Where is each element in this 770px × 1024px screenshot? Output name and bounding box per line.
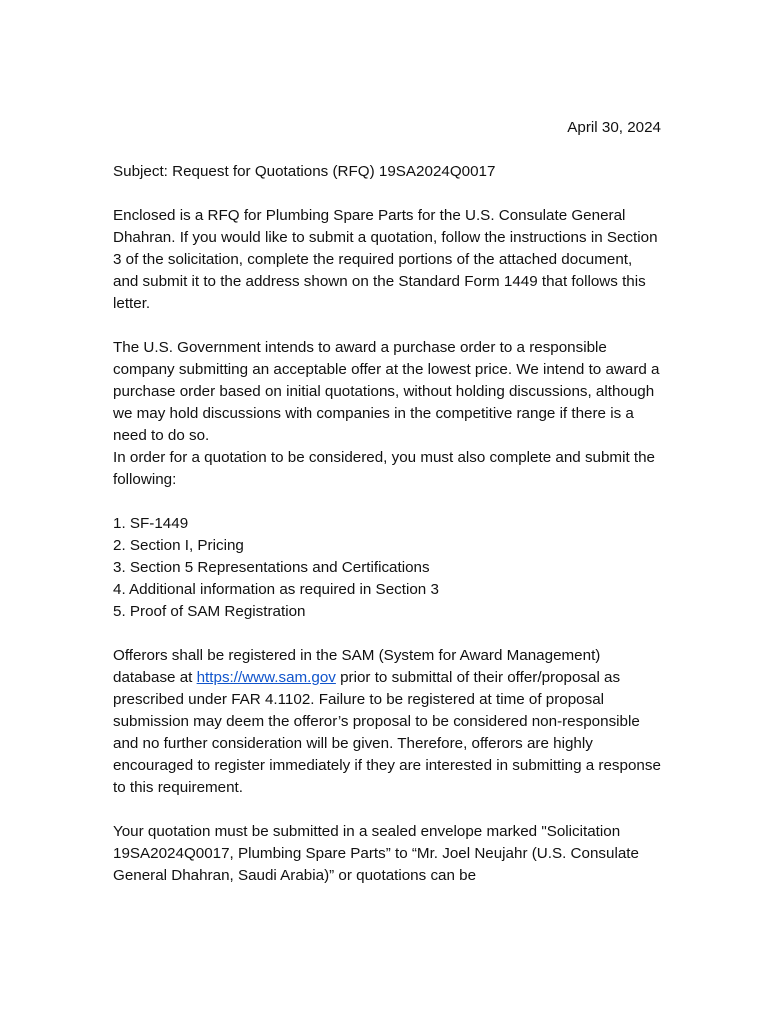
letter-body <box>113 117 661 887</box>
paragraph-sam-registration <box>113 645 661 799</box>
letter-date: April 30, 2024 <box>567 119 661 136</box>
sam-gov-link[interactable]: https://www.sam.gov <box>196 669 336 686</box>
list-item: 3. Section 5 Representations and Certifications <box>113 559 430 576</box>
list-item: 2. Section I, Pricing <box>113 537 244 554</box>
required-documents-list <box>113 513 661 623</box>
sam-text-after: prior to submittal of their offer/proposal as prescribed under FAR 4.1102. Failure to be registered at time of proposal submission may deem the offeror’s proposal to be considered non-responsible and no further consideration will be given. Therefore, offerors are highly encouraged to register immediately if they are interested in submitting a response to this requirement. <box>113 669 661 796</box>
list-item: 1. SF-1449 <box>113 515 189 532</box>
list-item: 4. Additional information as required in Section 3 <box>113 581 439 598</box>
letter-subject: Subject: Request for Quotations (RFQ) 19SA2024Q0017 <box>113 163 496 180</box>
paragraph-enclosure: Enclosed is a RFQ for Plumbing Spare Parts for the U.S. Consulate General Dhahran. If you would like to submit a quotation, follow the instructions in Section 3 of the solicitation, complete the required portions of the attached document, and submit it to the address shown on the Standard Form 1449 that follows this letter. <box>113 207 658 312</box>
list-item: 5. Proof of SAM Registration <box>113 603 306 620</box>
sam-text-before: Offerors shall be registered in the SAM (System for Award Management) database at <box>113 647 601 686</box>
paragraph-award-intent: The U.S. Government intends to award a purchase order to a responsible company submitting an acceptable offer at the lowest price. We intend to award a purchase order based on initial quotations, without holding discussions, although we may hold discussions with companies in the competitive range if there is a need to do so. <box>113 339 660 444</box>
paragraph-submission: Your quotation must be submitted in a sealed envelope marked "Solicitation 19SA2024Q0017, Plumbing Spare Parts” to “Mr. Joel Neujahr (U.S. Consulate General Dhahran, Saudi Arabia)” or quotations can be <box>113 823 639 884</box>
paragraph-requirements-intro: In order for a quotation to be considered, you must also complete and submit the following: <box>113 449 656 488</box>
